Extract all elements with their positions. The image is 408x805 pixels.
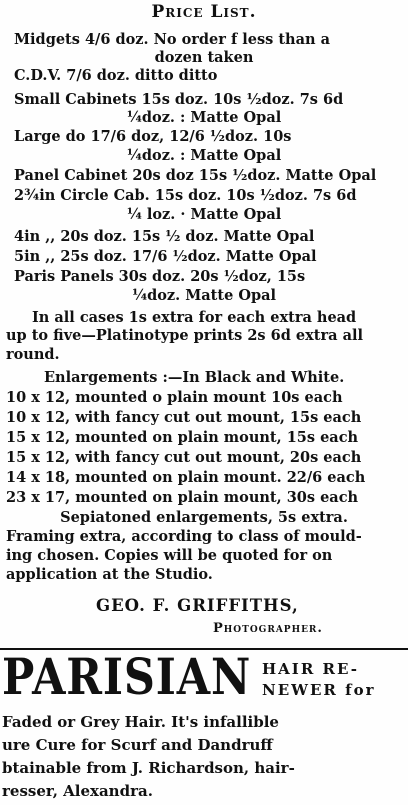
extra-note-line-1: In all cases 1s extra for each extra head: [32, 309, 357, 326]
price-line-midgets-cont: dozen taken: [154, 49, 254, 66]
price-line-circle-cab-cont: ¼ loz. · Matte Opal: [126, 206, 282, 223]
enlargement-line-5: 14 x 18, mounted on plain mount. 22/6 each: [6, 469, 366, 486]
price-line-midgets: Midgets 4/6 doz. No order f less than a: [14, 31, 330, 48]
ad-body-line-2: ure Cure for Scurf and Dandruff: [2, 736, 273, 754]
photographer-title: Photographer.: [213, 621, 323, 636]
extra-note-line-2: up to five—Platinotype prints 2s 6d extra all: [6, 327, 363, 344]
enlargements-heading: Enlargements :—In Black and White.: [44, 369, 345, 386]
framing-line-3: application at the Studio.: [6, 566, 213, 583]
price-line-paris-panels: Paris Panels 30s doz. 20s ½doz, 15s: [14, 268, 306, 285]
enlargement-line-2: 10 x 12, with fancy cut out mount, 15s each: [6, 409, 362, 426]
enlargement-line-6: 23 x 17, mounted on plain mount, 30s each: [6, 489, 359, 506]
price-line-panel-cabinet: Panel Cabinet 20s doz 15s ½doz. Matte Opal: [14, 167, 377, 184]
enlargement-line-3: 15 x 12, mounted on plain mount, 15s each: [6, 429, 359, 446]
ad-headline-parisian: PARISIAN: [2, 647, 252, 706]
price-line-small-cabinets: Small Cabinets 15s doz. 10s ½doz. 7s 6d: [14, 91, 344, 108]
price-line-paris-panels-cont: ¼doz. Matte Opal: [131, 287, 277, 304]
sepiatoned-note: Sepiatoned enlargements, 5s extra.: [60, 509, 348, 526]
price-line-cdv: C.D.V. 7/6 doz. ditto ditto: [14, 67, 218, 84]
ad-hair-renewer-line-1: HAIR RE-: [262, 660, 359, 678]
price-list-title: Price List.: [151, 2, 257, 22]
photographer-name: GEO. F. GRIFFITHS,: [96, 596, 299, 615]
framing-line-2: ing chosen. Copies will be quoted for on: [6, 547, 333, 564]
price-line-circle-cab: 2¾in Circle Cab. 15s doz. 10s ½doz. 7s 6d: [14, 187, 357, 204]
price-line-5in: 5in ,, 25s doz. 17/6 ½doz. Matte Opal: [14, 248, 317, 265]
price-line-small-cabinets-cont: ¼doz. : Matte Opal: [126, 109, 282, 126]
ad-hair-renewer-line-2: NEWER for: [262, 681, 376, 699]
framing-line-1: Framing extra, according to class of mould-: [6, 528, 362, 545]
price-line-4in: 4in ,, 20s doz. 15s ½ doz. Matte Opal: [14, 228, 315, 245]
enlargement-line-1: 10 x 12, mounted o plain mount 10s each: [6, 389, 343, 406]
enlargement-line-4: 15 x 12, with fancy cut out mount, 20s each: [6, 449, 362, 466]
price-line-large-cont: ¼doz. : Matte Opal: [126, 147, 282, 164]
extra-note-line-3: round.: [6, 346, 60, 363]
ad-body-line-3: btainable from J. Richardson, hair-: [2, 759, 295, 777]
ad-body-line-4: resser, Alexandra.: [2, 782, 153, 800]
ad-body-line-1: Faded or Grey Hair. It's infallible: [2, 713, 279, 731]
price-line-large: Large do 17/6 doz, 12/6 ½doz. 10s: [14, 128, 292, 145]
